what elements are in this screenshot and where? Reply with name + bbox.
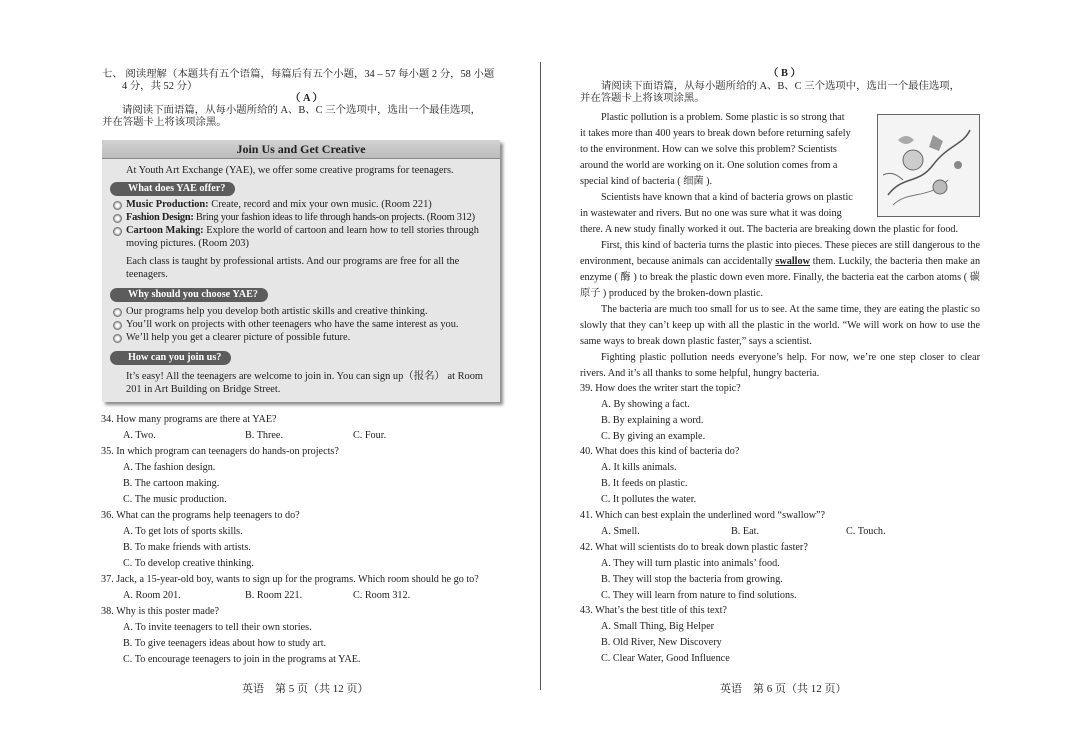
reason-item: You’ll work on projects with other teenagers who have the same interest as you. [126, 319, 459, 330]
instructions-cont: 并在答题卡上将该项涂黑。 [102, 117, 227, 128]
option: B. To give teenagers ideas about how to study art. [123, 638, 327, 649]
bullet-icon [113, 321, 122, 330]
paragraph-3: First, this kind of bacteria turns the plastic into pieces. These pieces are still dangerous to the environment, because animals can accidentally swallow them. Luckily, the bacteria then make an enzyme ( 酶 ) to break the plastic down even more. Finally, the bacteria eat the carbon atoms ( 碳原子 ) produced by the broken-down plastic. [580, 240, 981, 299]
bullet-icon [113, 201, 122, 210]
offer-item: Fashion Design: Bring your fashion ideas to life through hands-on projects. (Room 312) [126, 212, 475, 223]
option: C. Room 312. [353, 590, 411, 601]
paragraph-line: it takes more than 400 years to break down before returning safely [580, 128, 851, 139]
option: A. By showing a fact. [601, 399, 690, 410]
offer-item: Music Production: Create, record and mix your own music. (Room 221) [126, 199, 432, 210]
instructions: 请阅读下面语篇，从每小题所给的 A、B、C 三个选项中，选出一个最佳选项， [601, 81, 961, 92]
poster-title: Join Us and Get Creative [102, 140, 500, 159]
poster-heading-why: Why should you choose YAE? [110, 288, 268, 302]
poster-heading-offer: What does YAE offer? [110, 182, 235, 196]
option: A. They will turn plastic into animals’ food. [601, 558, 780, 569]
passage-label-a: （ A ） [290, 93, 323, 104]
question-42: 42. What will scientists do to break down plastic faster? [580, 542, 808, 553]
poster-heading-join: How can you join us? [110, 351, 231, 365]
passage-label-b: （ B ） [768, 68, 801, 79]
bullet-icon [113, 227, 122, 236]
section-title-cont: 4 分，共 52 分） [122, 81, 198, 92]
option: A. To get lots of sports skills. [123, 526, 243, 537]
option: C. To develop creative thinking. [123, 558, 254, 569]
bullet-icon [113, 334, 122, 343]
question-41: 41. Which can best explain the underlined word “swallow”? [580, 510, 826, 521]
question-38: 38. Why is this poster made? [101, 606, 220, 617]
question-37: 37. Jack, a 15-year-old boy, wants to sign up for the programs. Which room should he go to? [101, 574, 479, 585]
paragraph-line: there. A new study finally worked it out. The bacteria are breaking down the plastic for food. [580, 224, 959, 235]
teaching-note-cont: teenagers. [126, 269, 168, 280]
option: B. By explaining a word. [601, 415, 704, 426]
page-divider [540, 62, 541, 690]
underlined-word: swallow [775, 256, 810, 267]
illustration-image [877, 114, 980, 217]
option: B. Eat. [731, 526, 760, 537]
instructions-cont: 并在答题卡上将该项涂黑。 [580, 93, 705, 104]
teaching-note: Each class is taught by professional artists. And our programs are free for all the [126, 256, 460, 267]
paragraph-line: Scientists have known that a kind of bacteria grows on plastic [601, 192, 853, 203]
option: A. To invite teenagers to tell their own stories. [123, 622, 312, 633]
option: A. It kills animals. [601, 462, 677, 473]
reason-item: Our programs help you develop both artistic skills and creative thinking. [126, 306, 428, 317]
offer-item: Cartoon Making: Explore the world of cartoon and learn how to tell stories through [126, 225, 479, 236]
option: B. The cartoon making. [123, 478, 220, 489]
poster-intro: At Youth Art Exchange (YAE), we offer some creative programs for teenagers. [126, 165, 454, 176]
question-39: 39. How does the writer start the topic? [580, 383, 741, 394]
question-36: 36. What can the programs help teenagers to do? [101, 510, 300, 521]
join-text-cont: 201 in Art Building on Bridge Street. [126, 384, 281, 395]
option: A. Small Thing, Big Helper [601, 621, 714, 632]
paragraph-line: Plastic pollution is a problem. Some plastic is so strong that [601, 112, 845, 123]
option: B. Three. [245, 430, 284, 441]
instructions: 请阅读下面语篇，从每小题所给的 A、B、C 三个选项中，选出一个最佳选项， [122, 105, 482, 116]
paragraph-line: to the environment. How can we solve this problem? Scientists [580, 144, 837, 155]
bullet-icon [113, 308, 122, 317]
page-footer-left: 英语 第 5 页（共 12 页） [242, 683, 369, 695]
option: B. Room 221. [245, 590, 303, 601]
option: B. Old River, New Discovery [601, 637, 722, 648]
option: A. The fashion design. [123, 462, 216, 473]
reason-item: We’ll help you get a clearer picture of possible future. [126, 332, 351, 343]
option: C. It pollutes the water. [601, 494, 697, 505]
option: C. By giving an example. [601, 431, 706, 442]
option: C. Clear Water, Good Influence [601, 653, 730, 664]
option: C. The music production. [123, 494, 227, 505]
section-title: 七、 阅读理解（本题共有五个语篇，每篇后有五个小题，34 – 57 每小题 2 分，58 小题 [102, 69, 495, 80]
bullet-icon [113, 214, 122, 223]
question-43: 43. What’s the best title of this text? [580, 605, 727, 616]
option: C. To encourage teenagers to join in the programs at YAE. [123, 654, 361, 665]
join-text: It’s easy! All the teenagers are welcome to join in. You can sign up（报名） at Room [126, 371, 483, 382]
option: A. Room 201. [123, 590, 181, 601]
option: A. Two. [123, 430, 156, 441]
option: B. To make friends with artists. [123, 542, 251, 553]
question-35: 35. In which program can teenagers do hands-on projects? [101, 446, 339, 457]
question-34: 34. How many programs are there at YAE? [101, 414, 277, 425]
offer-item-cont: moving pictures. (Room 203) [126, 238, 249, 249]
option: C. Four. [353, 430, 387, 441]
paragraph-4: The bacteria are much too small for us to see. At the same time, they are eating the plastic so slowly that they can’t keep up with all the plastic in the world. “We will work on how to use the same ways to break down plastic faster,” says a scientist. [580, 304, 980, 347]
poster [102, 140, 500, 402]
option: C. They will learn from nature to find solutions. [601, 590, 797, 601]
option: B. They will stop the bacteria from growing. [601, 574, 783, 585]
paragraph-line: in wastewater and rivers. But no one was sure what it was doing [580, 208, 842, 219]
paragraph-line: special kind of bacteria ( 细菌 ). [580, 176, 713, 187]
option: C. Touch. [846, 526, 886, 537]
paragraph-5: Fighting plastic pollution needs everyone’s help. For now, we’re one step closer to clear rivers. And it’s all thanks to some helpful, hungry bacteria. [580, 352, 980, 379]
page-footer-right: 英语 第 6 页（共 12 页） [720, 683, 847, 695]
paragraph-line: around the world are working on it. One solution comes from a [580, 160, 838, 171]
question-40: 40. What does this kind of bacteria do? [580, 446, 740, 457]
option: B. It feeds on plastic. [601, 478, 688, 489]
option: A. Smell. [601, 526, 640, 537]
